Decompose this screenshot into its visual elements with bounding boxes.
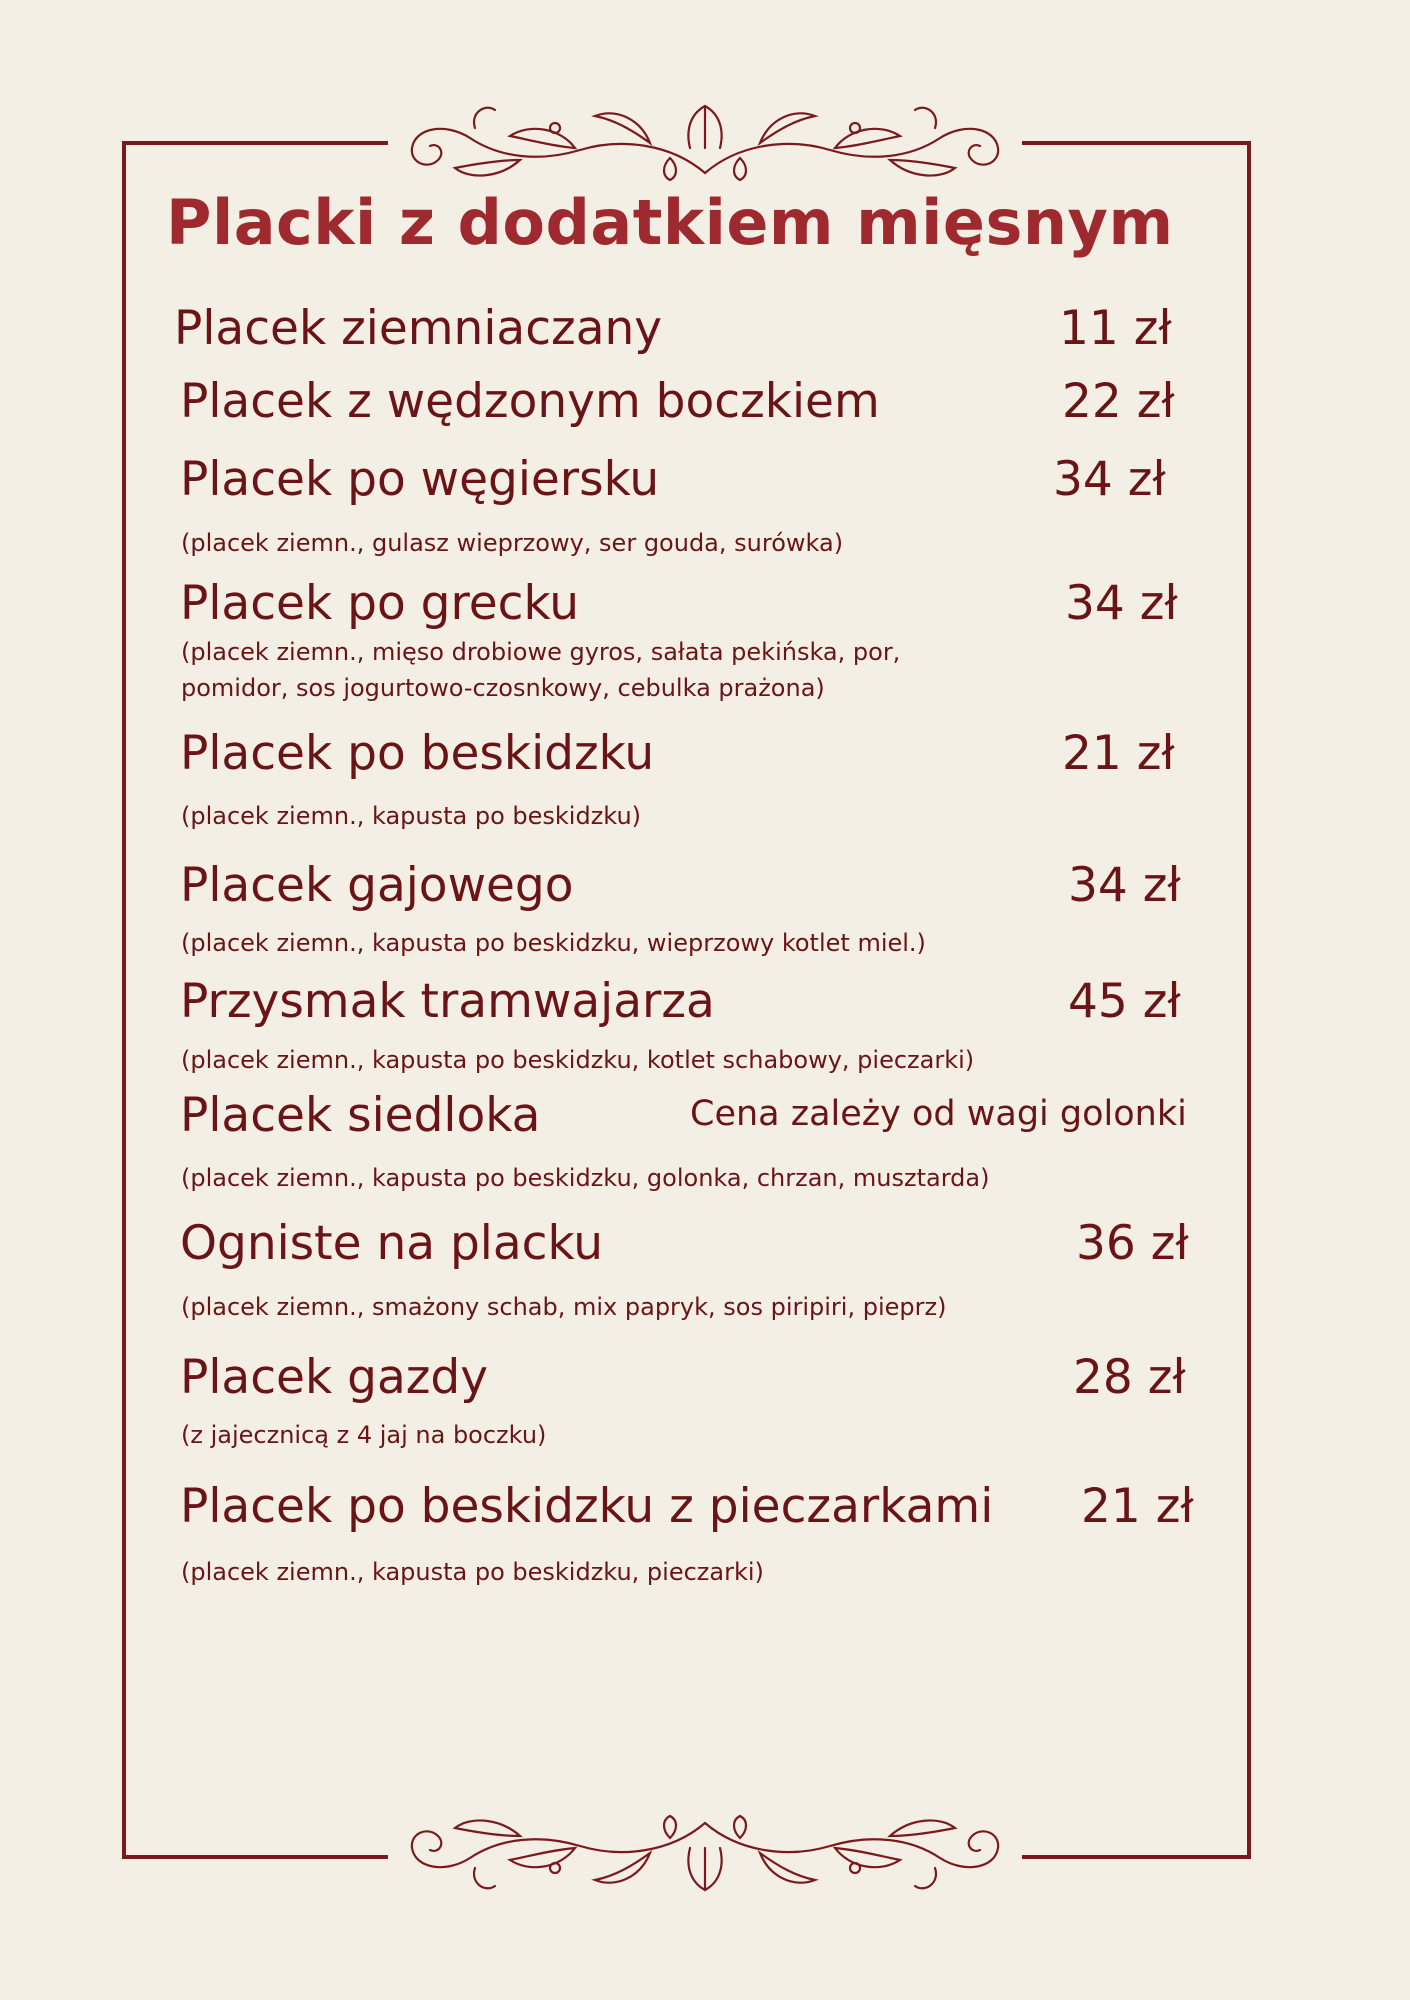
- menu-item-name: Placek ziemniaczany: [174, 301, 663, 356]
- menu-item-description: (z jajecznicą z 4 jaj na boczku): [181, 1421, 547, 1449]
- menu-item-price: 45 zł: [1068, 974, 1181, 1029]
- page-title: Placki z dodatkiem mięsnym: [166, 186, 1174, 259]
- menu-item-description: (placek ziemn., kapusta po beskidzku): [181, 802, 642, 830]
- menu-item-price: 11 zł: [1059, 301, 1172, 356]
- menu-item-name: Placek po beskidzku z pieczarkami: [180, 1479, 994, 1534]
- menu-item-description: (placek ziemn., kapusta po beskidzku, pieczarki): [181, 1558, 764, 1586]
- menu-item-description: pomidor, sos jogurtowo-czosnkowy, cebulka prażona): [181, 674, 825, 702]
- menu-item-description: (placek ziemn., gulasz wieprzowy, ser gouda, surówka): [181, 529, 844, 557]
- menu-item-price: 36 zł: [1076, 1216, 1189, 1271]
- menu-item-price: 34 zł: [1065, 576, 1178, 631]
- menu-item-name: Placek po grecku: [180, 576, 580, 631]
- menu-item-name: Placek gajowego: [180, 858, 574, 913]
- frame-right: [1247, 141, 1251, 1859]
- frame-left: [122, 141, 126, 1859]
- menu-item-price: 21 zł: [1062, 726, 1175, 781]
- menu-item-price: Cena zależy od wagi golonki: [690, 1094, 1187, 1134]
- menu-item-name: Placek z wędzonym boczkiem: [180, 374, 880, 429]
- menu-item-name: Placek gazdy: [180, 1350, 489, 1405]
- menu-item-name: Placek po węgiersku: [180, 452, 660, 507]
- menu-item-name: Ogniste na placku: [180, 1216, 604, 1271]
- menu-item-description: (placek ziemn., kapusta po beskidzku, wieprzowy kotlet miel.): [181, 929, 926, 957]
- floral-vine-icon: [400, 88, 1010, 188]
- menu-item-name: Przysmak tramwajarza: [180, 974, 715, 1029]
- menu-item-description: (placek ziemn., kapusta po beskidzku, golonka, chrzan, musztarda): [181, 1164, 990, 1192]
- floral-vine-icon: [400, 1808, 1010, 1908]
- menu-item-name: Placek siedloka: [180, 1088, 541, 1143]
- menu-item-price: 21 zł: [1081, 1479, 1194, 1534]
- frame-top-left: [122, 141, 388, 145]
- menu-item-price: 34 zł: [1068, 858, 1181, 913]
- menu-item-price: 34 zł: [1053, 452, 1166, 507]
- menu-item-price: 28 zł: [1073, 1350, 1186, 1405]
- menu-item-price: 22 zł: [1062, 374, 1175, 429]
- frame-top-right: [1022, 141, 1251, 145]
- menu-item-description: (placek ziemn., mięso drobiowe gyros, sałata pekińska, por,: [181, 638, 901, 666]
- frame-bottom-left: [122, 1855, 388, 1859]
- menu-item-description: (placek ziemn., kapusta po beskidzku, kotlet schabowy, pieczarki): [181, 1046, 975, 1074]
- menu-item-name: Placek po beskidzku: [180, 726, 655, 781]
- frame-bottom-right: [1022, 1855, 1251, 1859]
- menu-item-description: (placek ziemn., smażony schab, mix papryk, sos piripiri, pieprz): [181, 1293, 947, 1321]
